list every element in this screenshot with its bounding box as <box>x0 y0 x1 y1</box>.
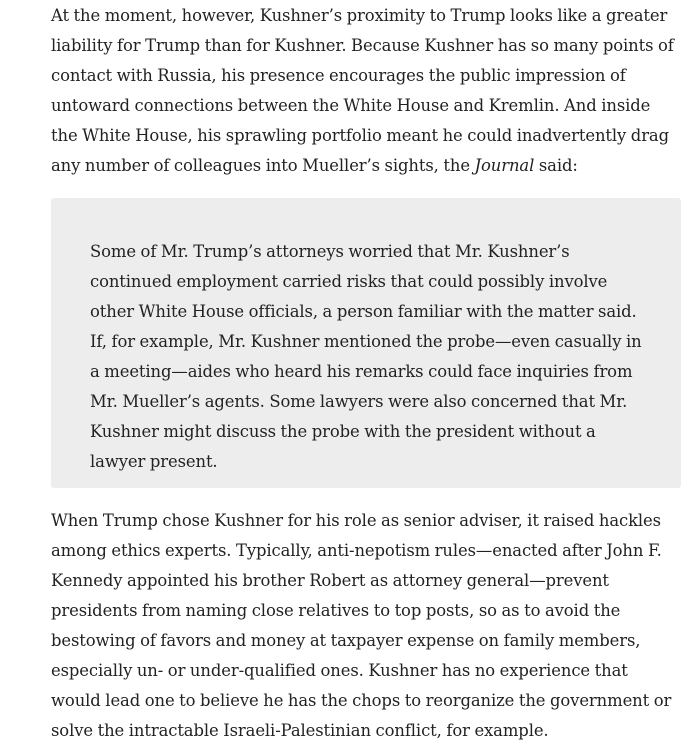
blockquote <box>51 198 681 488</box>
paragraph-intro <box>51 0 681 181</box>
blockquote-text: Some of Mr. Trump’s attorneys worried that Mr. Kushner’s continued employment carried risks that could possibly involve other White House officials, a person familiar with the matter said. If, for example, Mr. Kushner mentioned the probe—even casually in a meeting—aides who heard his remarks could face inquiries from Mr. Mueller’s agents. Some lawyers were also concerned that Mr. Kushner might discuss the probe with the president without a lawyer present. <box>90 242 642 471</box>
paragraph-ethics: When Trump chose Kushner for his role as senior adviser, it raised hackles among ethics experts. Typically, anti-nepotism rules—enacted after John F. Kennedy appointed his brother Robert as attorney general—prevent presidents from naming close relatives to top posts, so as to avoid the bestowing of favors and money at taxpayer expense on family members, especially un- or under-qualified ones. Kushner has no experience that would lead one to believe he has the chops to reorganize the government or solve the intractable Israeli-Palestinian conflict, for example. <box>51 511 672 740</box>
paragraph-intro-text: At the moment, however, Kushner’s proximity to Trump looks like a greater liability for Trump than for Kushner. Because Kushner has so many points of contact with Russia, his presence encourages the public impression of untoward connections between the White House and Kremlin. And inside the White House, his sprawling portfolio meant he could inadvertently drag any number of colleagues into Mueller’s sights, the <box>51 6 674 175</box>
paragraph-intro-ending: said: <box>534 156 578 175</box>
article-body <box>51 0 681 746</box>
publication-name: Journal <box>474 156 535 175</box>
